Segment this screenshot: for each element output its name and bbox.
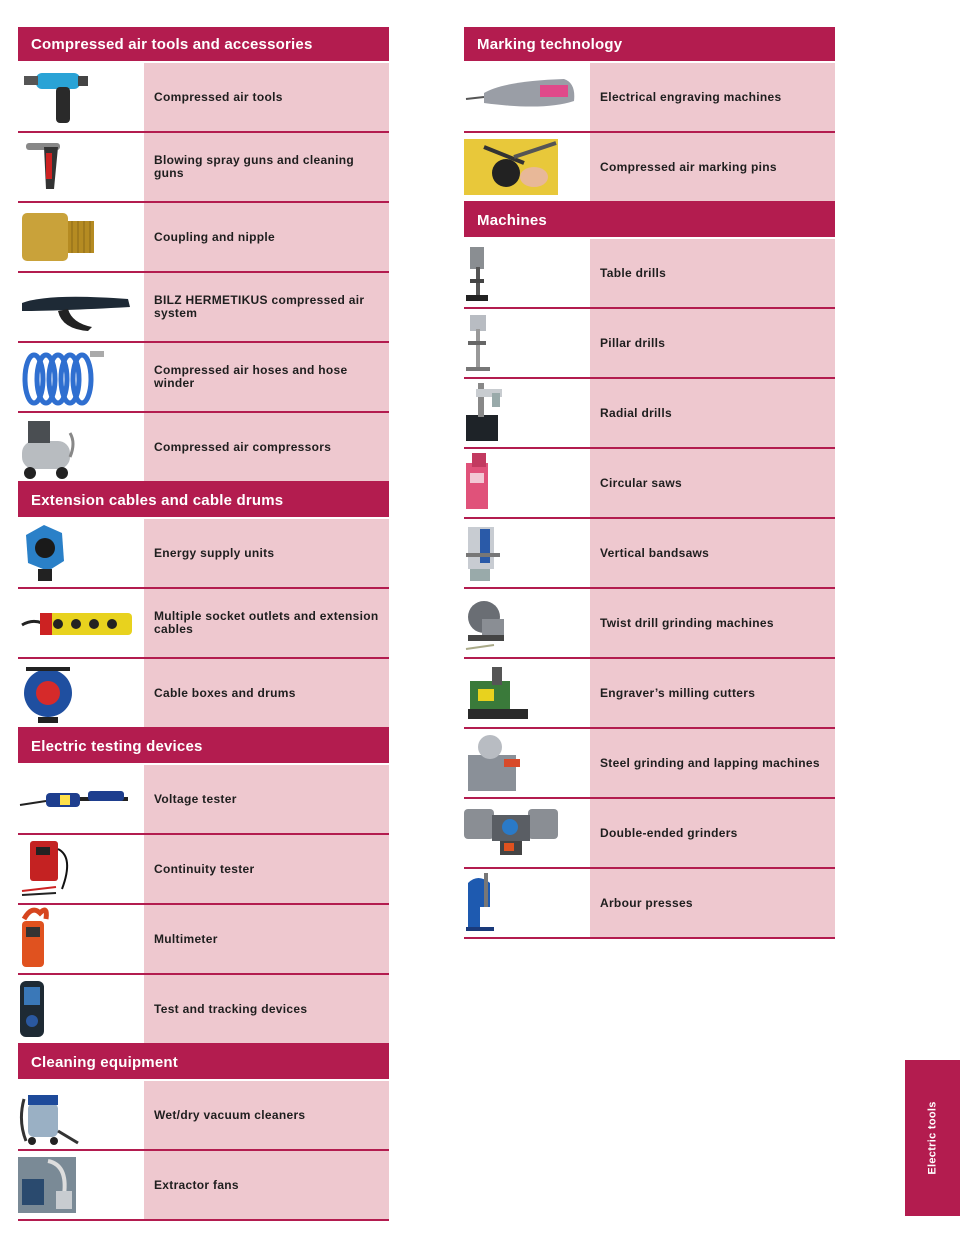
item-label: Electrical engraving machines [600, 89, 782, 104]
spiral-hose-icon [18, 343, 142, 411]
section-header-machines: Machines [464, 203, 835, 237]
item-label: Coupling and nipple [154, 229, 276, 244]
list-item-socket-outlets[interactable] [18, 589, 389, 659]
item-label: Circular saws [600, 475, 682, 490]
list-item-arbour-presses[interactable] [464, 869, 835, 939]
list-item-compressors[interactable] [18, 413, 389, 483]
list-item-blowing-guns[interactable] [18, 133, 389, 203]
item-label: Test and tracking devices [154, 1001, 308, 1016]
air-system-icon [18, 273, 142, 341]
power-distributor-icon [18, 519, 142, 587]
list-item-pillar-drills[interactable] [464, 309, 835, 379]
left-column [18, 27, 389, 1221]
list-item-radial-drills[interactable] [464, 379, 835, 449]
item-label: Continuity tester [154, 861, 255, 876]
vacuum-cleaner-icon [18, 1081, 142, 1149]
clamp-multimeter-icon [18, 905, 142, 973]
item-label: Arbour presses [600, 895, 693, 910]
list-item-extractor-fans[interactable] [18, 1151, 389, 1221]
item-label: Twist drill grinding machines [600, 615, 774, 630]
item-label: Pillar drills [600, 335, 666, 350]
list-item-engraving-machines[interactable] [464, 63, 835, 133]
marking-pin-photo-icon [464, 133, 588, 201]
table-drill-icon [464, 239, 588, 307]
cable-drum-icon [18, 659, 142, 727]
item-label: Table drills [600, 265, 667, 280]
voltage-tester-icon [18, 765, 142, 833]
list-item-steel-grinding-lapping[interactable] [464, 729, 835, 799]
arbour-press-icon [464, 869, 588, 937]
item-label: Double-ended grinders [600, 825, 738, 840]
item-label: Compressed air tools [154, 89, 283, 104]
milling-cutter-icon [464, 659, 588, 727]
section-header-cleaning-equipment: Cleaning equipment [18, 1045, 389, 1079]
list-item-continuity-tester[interactable] [18, 835, 389, 905]
list-item-marking-pins[interactable] [464, 133, 835, 203]
brass-coupling-icon [18, 203, 142, 271]
item-label: Multiple socket outlets and extension cables [154, 609, 379, 636]
drill-grinder-icon [464, 589, 588, 657]
item-label: BILZ HERMETIKUS compressed air system [154, 293, 365, 320]
extractor-fan-icon [18, 1151, 142, 1219]
list-item-milling-cutters[interactable] [464, 659, 835, 729]
list-item-vertical-bandsaws[interactable] [464, 519, 835, 589]
item-label: Extractor fans [154, 1177, 239, 1192]
continuity-tester-icon [18, 835, 142, 903]
right-column [464, 27, 835, 939]
pillar-drill-icon [464, 309, 588, 377]
list-item-twist-drill-grinding[interactable] [464, 589, 835, 659]
item-label: Engraver’s milling cutters [600, 685, 756, 700]
item-label: Steel grinding and lapping machines [600, 755, 820, 770]
engraving-pen-icon [464, 63, 588, 131]
blow-gun-icon [18, 133, 142, 201]
section-header-compressed-air: Compressed air tools and accessories [18, 27, 389, 61]
radial-drill-icon [464, 379, 588, 447]
section-header-electric-testing: Electric testing devices [18, 729, 389, 763]
list-item-air-hoses[interactable] [18, 343, 389, 413]
list-item-energy-supply-units[interactable] [18, 519, 389, 589]
item-label: Vertical bandsaws [600, 545, 710, 560]
item-label: Wet/dry vacuum cleaners [154, 1107, 306, 1122]
item-label: Blowing spray guns and cleaning guns [154, 153, 354, 180]
list-item-multimeter[interactable] [18, 905, 389, 975]
side-tab-electric-tools [905, 1060, 960, 1216]
list-item-test-tracking[interactable] [18, 975, 389, 1045]
list-item-table-drills[interactable] [464, 239, 835, 309]
side-tab-label: Electric tools [926, 1101, 939, 1175]
item-label: Compressed air compressors [154, 439, 332, 454]
compressor-icon [18, 413, 142, 481]
list-item-coupling-nipple[interactable] [18, 203, 389, 273]
bandsaw-icon [464, 519, 588, 587]
list-item-voltage-tester[interactable] [18, 765, 389, 835]
list-item-circular-saws[interactable] [464, 449, 835, 519]
list-item-bilz-hermetikus[interactable] [18, 273, 389, 343]
lapping-machine-icon [464, 729, 588, 797]
socket-strip-icon [18, 589, 142, 657]
section-header-extension-cables: Extension cables and cable drums [18, 483, 389, 517]
list-item-cable-drums[interactable] [18, 659, 389, 729]
list-item-compressed-air-tools[interactable] [18, 63, 389, 133]
list-item-double-ended-grinders[interactable] [464, 799, 835, 869]
list-item-vacuum-cleaners[interactable] [18, 1081, 389, 1151]
item-label: Multimeter [154, 931, 218, 946]
section-header-marking-technology: Marking technology [464, 27, 835, 61]
item-label: Cable boxes and drums [154, 685, 296, 700]
item-label: Energy supply units [154, 545, 275, 560]
impact-wrench-icon [18, 63, 142, 131]
item-label: Voltage tester [154, 791, 237, 806]
circular-saw-icon [464, 449, 588, 517]
item-label: Compressed air hoses and hose winder [154, 363, 348, 390]
bench-grinder-icon [464, 799, 588, 867]
item-label: Compressed air marking pins [600, 159, 777, 174]
item-label: Radial drills [600, 405, 672, 420]
wall-scanner-icon [18, 975, 142, 1043]
